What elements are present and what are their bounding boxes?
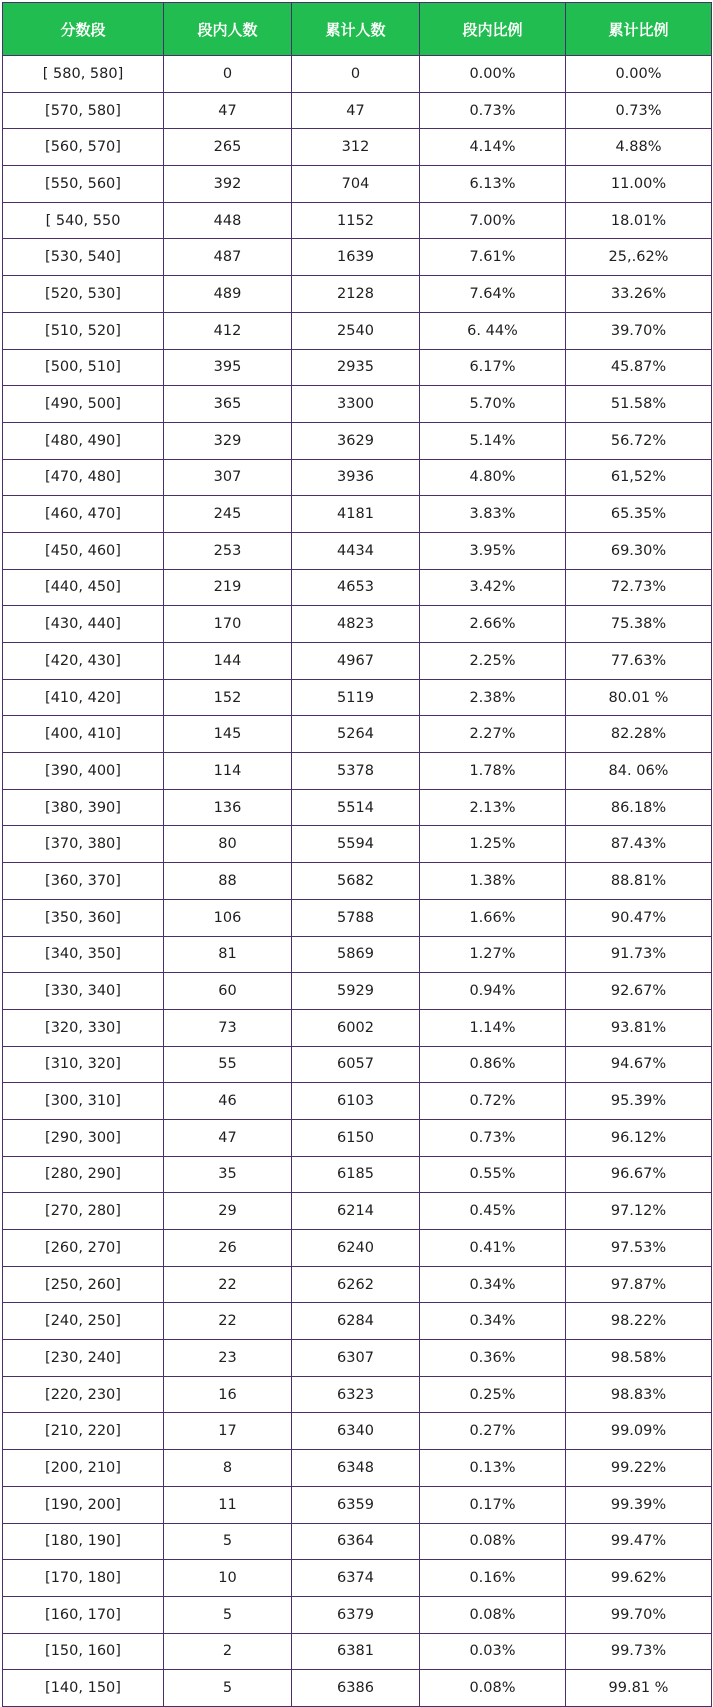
score-distribution-table <box>2 2 712 1707</box>
cumulative-count-cell: 3936 <box>292 459 420 496</box>
segment-count-cell: 365 <box>164 386 292 423</box>
header-cumulative-ratio: 累计比例 <box>566 3 712 56</box>
cumulative-count-cell: 2935 <box>292 349 420 386</box>
cumulative-count-cell: 5788 <box>292 899 420 936</box>
cumulative-count-cell: 4434 <box>292 532 420 569</box>
segment-ratio-cell: 4.14% <box>420 129 566 166</box>
segment-ratio-cell: 6. 44% <box>420 312 566 349</box>
score-range-cell: [570, 580] <box>3 92 164 129</box>
cumulative-ratio-cell: 99.81 % <box>566 1670 712 1707</box>
table-row <box>3 973 712 1010</box>
score-range-cell: [460, 470] <box>3 496 164 533</box>
cumulative-count-cell: 6374 <box>292 1560 420 1597</box>
segment-ratio-cell: 0.94% <box>420 973 566 1010</box>
segment-count-cell: 448 <box>164 202 292 239</box>
cumulative-ratio-cell: 86.18% <box>566 789 712 826</box>
cumulative-count-cell: 5682 <box>292 863 420 900</box>
segment-count-cell: 395 <box>164 349 292 386</box>
segment-count-cell: 265 <box>164 129 292 166</box>
table-row <box>3 1156 712 1193</box>
segment-count-cell: 29 <box>164 1193 292 1230</box>
segment-count-cell: 5 <box>164 1670 292 1707</box>
score-range-cell: [350, 360] <box>3 899 164 936</box>
table-row <box>3 899 712 936</box>
table-row <box>3 1046 712 1083</box>
segment-count-cell: 487 <box>164 239 292 276</box>
cumulative-ratio-cell: 18.01% <box>566 202 712 239</box>
score-range-cell: [ 580, 580] <box>3 56 164 93</box>
segment-ratio-cell: 6.13% <box>420 166 566 203</box>
segment-ratio-cell: 0.34% <box>420 1266 566 1303</box>
table-row <box>3 826 712 863</box>
cumulative-count-cell: 47 <box>292 92 420 129</box>
segment-ratio-cell: 0.17% <box>420 1486 566 1523</box>
score-range-cell: [320, 330] <box>3 1009 164 1046</box>
cumulative-count-cell: 1639 <box>292 239 420 276</box>
segment-ratio-cell: 1.66% <box>420 899 566 936</box>
cumulative-ratio-cell: 99.22% <box>566 1450 712 1487</box>
cumulative-count-cell: 4823 <box>292 606 420 643</box>
score-range-cell: [400, 410] <box>3 716 164 753</box>
cumulative-ratio-cell: 77.63% <box>566 643 712 680</box>
cumulative-count-cell: 5264 <box>292 716 420 753</box>
segment-count-cell: 5 <box>164 1523 292 1560</box>
cumulative-count-cell: 5929 <box>292 973 420 1010</box>
cumulative-ratio-cell: 33.26% <box>566 276 712 313</box>
cumulative-ratio-cell: 88.81% <box>566 863 712 900</box>
cumulative-ratio-cell: 95.39% <box>566 1083 712 1120</box>
cumulative-count-cell: 6348 <box>292 1450 420 1487</box>
score-range-cell: [480, 490] <box>3 422 164 459</box>
segment-ratio-cell: 4.80% <box>420 459 566 496</box>
segment-count-cell: 47 <box>164 92 292 129</box>
score-range-cell: [380, 390] <box>3 789 164 826</box>
score-range-cell: [260, 270] <box>3 1230 164 1267</box>
table-row <box>3 459 712 496</box>
table-row <box>3 1670 712 1707</box>
segment-ratio-cell: 0.27% <box>420 1413 566 1450</box>
table-row <box>3 789 712 826</box>
segment-count-cell: 17 <box>164 1413 292 1450</box>
segment-count-cell: 329 <box>164 422 292 459</box>
cumulative-count-cell: 6379 <box>292 1596 420 1633</box>
segment-ratio-cell: 7.61% <box>420 239 566 276</box>
cumulative-count-cell: 6307 <box>292 1340 420 1377</box>
cumulative-ratio-cell: 69.30% <box>566 532 712 569</box>
score-range-cell: [370, 380] <box>3 826 164 863</box>
segment-count-cell: 170 <box>164 606 292 643</box>
cumulative-count-cell: 6386 <box>292 1670 420 1707</box>
segment-ratio-cell: 1.27% <box>420 936 566 973</box>
table-row <box>3 1450 712 1487</box>
segment-count-cell: 22 <box>164 1266 292 1303</box>
cumulative-count-cell: 4967 <box>292 643 420 680</box>
cumulative-ratio-cell: 99.39% <box>566 1486 712 1523</box>
header-cumulative-count: 累计人数 <box>292 3 420 56</box>
header-segment-count: 段内人数 <box>164 3 292 56</box>
segment-count-cell: 245 <box>164 496 292 533</box>
segment-count-cell: 60 <box>164 973 292 1010</box>
segment-ratio-cell: 7.00% <box>420 202 566 239</box>
segment-ratio-cell: 2.66% <box>420 606 566 643</box>
table-row <box>3 1303 712 1340</box>
segment-count-cell: 136 <box>164 789 292 826</box>
score-range-cell: [230, 240] <box>3 1340 164 1377</box>
score-range-cell: [250, 260] <box>3 1266 164 1303</box>
table-row <box>3 1486 712 1523</box>
segment-count-cell: 0 <box>164 56 292 93</box>
cumulative-count-cell: 5869 <box>292 936 420 973</box>
table-row <box>3 532 712 569</box>
score-range-cell: [450, 460] <box>3 532 164 569</box>
score-range-cell: [300, 310] <box>3 1083 164 1120</box>
table-row <box>3 606 712 643</box>
header-segment-ratio: 段内比例 <box>420 3 566 56</box>
cumulative-ratio-cell: 99.62% <box>566 1560 712 1597</box>
cumulative-count-cell: 6240 <box>292 1230 420 1267</box>
segment-count-cell: 46 <box>164 1083 292 1120</box>
cumulative-count-cell: 6057 <box>292 1046 420 1083</box>
table-row <box>3 202 712 239</box>
score-range-cell: [150, 160] <box>3 1633 164 1670</box>
cumulative-ratio-cell: 87.43% <box>566 826 712 863</box>
cumulative-ratio-cell: 99.70% <box>566 1596 712 1633</box>
cumulative-ratio-cell: 51.58% <box>566 386 712 423</box>
table-row <box>3 1376 712 1413</box>
cumulative-count-cell: 6002 <box>292 1009 420 1046</box>
table-row <box>3 1340 712 1377</box>
score-range-cell: [470, 480] <box>3 459 164 496</box>
score-range-cell: [160, 170] <box>3 1596 164 1633</box>
segment-ratio-cell: 1.25% <box>420 826 566 863</box>
segment-count-cell: 392 <box>164 166 292 203</box>
cumulative-ratio-cell: 99.47% <box>566 1523 712 1560</box>
segment-count-cell: 106 <box>164 899 292 936</box>
table-row <box>3 1596 712 1633</box>
segment-ratio-cell: 7.64% <box>420 276 566 313</box>
table-row <box>3 166 712 203</box>
score-range-cell: [330, 340] <box>3 973 164 1010</box>
segment-count-cell: 73 <box>164 1009 292 1046</box>
score-range-cell: [520, 530] <box>3 276 164 313</box>
score-range-cell: [290, 300] <box>3 1119 164 1156</box>
table-row <box>3 1193 712 1230</box>
cumulative-ratio-cell: 99.09% <box>566 1413 712 1450</box>
segment-ratio-cell: 0.16% <box>420 1560 566 1597</box>
segment-count-cell: 88 <box>164 863 292 900</box>
cumulative-ratio-cell: 98.83% <box>566 1376 712 1413</box>
segment-ratio-cell: 2.13% <box>420 789 566 826</box>
segment-ratio-cell: 0.41% <box>420 1230 566 1267</box>
cumulative-ratio-cell: 25,.62% <box>566 239 712 276</box>
cumulative-count-cell: 6359 <box>292 1486 420 1523</box>
segment-ratio-cell: 0.72% <box>420 1083 566 1120</box>
score-range-cell: [ 540, 550 <box>3 202 164 239</box>
table-row <box>3 312 712 349</box>
score-range-cell: [530, 540] <box>3 239 164 276</box>
table-row <box>3 56 712 93</box>
table-body <box>3 56 712 1707</box>
cumulative-ratio-cell: 75.38% <box>566 606 712 643</box>
score-range-cell: [550, 560] <box>3 166 164 203</box>
cumulative-count-cell: 5378 <box>292 753 420 790</box>
segment-ratio-cell: 0.03% <box>420 1633 566 1670</box>
cumulative-ratio-cell: 45.87% <box>566 349 712 386</box>
table-row <box>3 129 712 166</box>
segment-count-cell: 26 <box>164 1230 292 1267</box>
segment-ratio-cell: 0.25% <box>420 1376 566 1413</box>
cumulative-ratio-cell: 96.67% <box>566 1156 712 1193</box>
score-range-cell: [220, 230] <box>3 1376 164 1413</box>
cumulative-ratio-cell: 98.22% <box>566 1303 712 1340</box>
segment-ratio-cell: 6.17% <box>420 349 566 386</box>
score-range-cell: [240, 250] <box>3 1303 164 1340</box>
score-range-cell: [280, 290] <box>3 1156 164 1193</box>
table-row <box>3 239 712 276</box>
segment-ratio-cell: 5.14% <box>420 422 566 459</box>
score-range-cell: [430, 440] <box>3 606 164 643</box>
table-row <box>3 1230 712 1267</box>
cumulative-ratio-cell: 11.00% <box>566 166 712 203</box>
segment-ratio-cell: 0.73% <box>420 1119 566 1156</box>
cumulative-count-cell: 6364 <box>292 1523 420 1560</box>
score-range-cell: [500, 510] <box>3 349 164 386</box>
segment-count-cell: 16 <box>164 1376 292 1413</box>
segment-ratio-cell: 3.42% <box>420 569 566 606</box>
cumulative-count-cell: 6150 <box>292 1119 420 1156</box>
segment-count-cell: 412 <box>164 312 292 349</box>
cumulative-ratio-cell: 72.73% <box>566 569 712 606</box>
cumulative-count-cell: 6381 <box>292 1633 420 1670</box>
segment-ratio-cell: 0.73% <box>420 92 566 129</box>
segment-ratio-cell: 2.25% <box>420 643 566 680</box>
score-range-cell: [270, 280] <box>3 1193 164 1230</box>
cumulative-count-cell: 6214 <box>292 1193 420 1230</box>
segment-ratio-cell: 0.00% <box>420 56 566 93</box>
table-row <box>3 716 712 753</box>
table-header <box>3 3 712 56</box>
score-range-cell: [180, 190] <box>3 1523 164 1560</box>
cumulative-count-cell: 704 <box>292 166 420 203</box>
table-row <box>3 349 712 386</box>
segment-ratio-cell: 1.38% <box>420 863 566 900</box>
cumulative-ratio-cell: 39.70% <box>566 312 712 349</box>
cumulative-count-cell: 4653 <box>292 569 420 606</box>
segment-ratio-cell: 0.08% <box>420 1523 566 1560</box>
segment-count-cell: 47 <box>164 1119 292 1156</box>
header-score-range: 分数段 <box>3 3 164 56</box>
cumulative-count-cell: 4181 <box>292 496 420 533</box>
cumulative-count-cell: 5514 <box>292 789 420 826</box>
segment-ratio-cell: 2.38% <box>420 679 566 716</box>
cumulative-ratio-cell: 0.73% <box>566 92 712 129</box>
cumulative-ratio-cell: 98.58% <box>566 1340 712 1377</box>
table-row <box>3 753 712 790</box>
segment-count-cell: 35 <box>164 1156 292 1193</box>
cumulative-ratio-cell: 0.00% <box>566 56 712 93</box>
segment-ratio-cell: 0.36% <box>420 1340 566 1377</box>
header-row <box>3 3 712 56</box>
cumulative-count-cell: 5119 <box>292 679 420 716</box>
table-row <box>3 936 712 973</box>
segment-count-cell: 10 <box>164 1560 292 1597</box>
segment-ratio-cell: 0.86% <box>420 1046 566 1083</box>
cumulative-count-cell: 6340 <box>292 1413 420 1450</box>
cumulative-ratio-cell: 80.01 % <box>566 679 712 716</box>
table-row <box>3 92 712 129</box>
cumulative-ratio-cell: 97.53% <box>566 1230 712 1267</box>
table-row <box>3 386 712 423</box>
cumulative-ratio-cell: 4.88% <box>566 129 712 166</box>
cumulative-count-cell: 6103 <box>292 1083 420 1120</box>
table-row <box>3 276 712 313</box>
cumulative-count-cell: 6262 <box>292 1266 420 1303</box>
segment-count-cell: 22 <box>164 1303 292 1340</box>
cumulative-count-cell: 6185 <box>292 1156 420 1193</box>
table-row <box>3 1266 712 1303</box>
score-range-cell: [210, 220] <box>3 1413 164 1450</box>
score-range-cell: [360, 370] <box>3 863 164 900</box>
cumulative-ratio-cell: 93.81% <box>566 1009 712 1046</box>
score-range-cell: [310, 320] <box>3 1046 164 1083</box>
cumulative-ratio-cell: 65.35% <box>566 496 712 533</box>
cumulative-count-cell: 3629 <box>292 422 420 459</box>
cumulative-ratio-cell: 56.72% <box>566 422 712 459</box>
table-row <box>3 1083 712 1120</box>
table-row <box>3 1523 712 1560</box>
cumulative-count-cell: 3300 <box>292 386 420 423</box>
segment-ratio-cell: 3.95% <box>420 532 566 569</box>
cumulative-ratio-cell: 99.73% <box>566 1633 712 1670</box>
cumulative-count-cell: 6284 <box>292 1303 420 1340</box>
cumulative-count-cell: 6323 <box>292 1376 420 1413</box>
cumulative-count-cell: 2128 <box>292 276 420 313</box>
segment-count-cell: 5 <box>164 1596 292 1633</box>
segment-count-cell: 219 <box>164 569 292 606</box>
segment-ratio-cell: 0.13% <box>420 1450 566 1487</box>
cumulative-ratio-cell: 94.67% <box>566 1046 712 1083</box>
segment-ratio-cell: 0.45% <box>420 1193 566 1230</box>
segment-count-cell: 152 <box>164 679 292 716</box>
segment-count-cell: 8 <box>164 1450 292 1487</box>
table-row <box>3 569 712 606</box>
segment-ratio-cell: 1.78% <box>420 753 566 790</box>
cumulative-ratio-cell: 90.47% <box>566 899 712 936</box>
score-range-cell: [190, 200] <box>3 1486 164 1523</box>
cumulative-count-cell: 0 <box>292 56 420 93</box>
segment-count-cell: 253 <box>164 532 292 569</box>
cumulative-ratio-cell: 97.12% <box>566 1193 712 1230</box>
cumulative-ratio-cell: 61,52% <box>566 459 712 496</box>
segment-count-cell: 81 <box>164 936 292 973</box>
table-row <box>3 863 712 900</box>
cumulative-count-cell: 5594 <box>292 826 420 863</box>
cumulative-ratio-cell: 97.87% <box>566 1266 712 1303</box>
segment-count-cell: 11 <box>164 1486 292 1523</box>
table-row <box>3 1119 712 1156</box>
segment-ratio-cell: 0.55% <box>420 1156 566 1193</box>
table-row <box>3 1009 712 1046</box>
cumulative-count-cell: 1152 <box>292 202 420 239</box>
score-range-cell: [410, 420] <box>3 679 164 716</box>
segment-count-cell: 23 <box>164 1340 292 1377</box>
score-range-cell: [340, 350] <box>3 936 164 973</box>
table-row <box>3 496 712 533</box>
segment-count-cell: 307 <box>164 459 292 496</box>
segment-ratio-cell: 0.08% <box>420 1596 566 1633</box>
score-range-cell: [490, 500] <box>3 386 164 423</box>
score-range-cell: [440, 450] <box>3 569 164 606</box>
segment-count-cell: 2 <box>164 1633 292 1670</box>
table-row <box>3 1560 712 1597</box>
score-range-cell: [140, 150] <box>3 1670 164 1707</box>
cumulative-ratio-cell: 96.12% <box>566 1119 712 1156</box>
table-row <box>3 1413 712 1450</box>
score-range-cell: [170, 180] <box>3 1560 164 1597</box>
table-row <box>3 679 712 716</box>
score-range-cell: [510, 520] <box>3 312 164 349</box>
segment-ratio-cell: 1.14% <box>420 1009 566 1046</box>
segment-count-cell: 55 <box>164 1046 292 1083</box>
segment-count-cell: 489 <box>164 276 292 313</box>
cumulative-ratio-cell: 91.73% <box>566 936 712 973</box>
segment-ratio-cell: 0.34% <box>420 1303 566 1340</box>
score-range-cell: [200, 210] <box>3 1450 164 1487</box>
cumulative-ratio-cell: 92.67% <box>566 973 712 1010</box>
segment-count-cell: 114 <box>164 753 292 790</box>
table-row <box>3 643 712 680</box>
segment-ratio-cell: 3.83% <box>420 496 566 533</box>
score-range-cell: [390, 400] <box>3 753 164 790</box>
table-row <box>3 422 712 459</box>
segment-count-cell: 80 <box>164 826 292 863</box>
score-range-cell: [420, 430] <box>3 643 164 680</box>
segment-count-cell: 144 <box>164 643 292 680</box>
table-row <box>3 1633 712 1670</box>
score-range-cell: [560, 570] <box>3 129 164 166</box>
cumulative-ratio-cell: 84. 06% <box>566 753 712 790</box>
cumulative-ratio-cell: 82.28% <box>566 716 712 753</box>
segment-ratio-cell: 0.08% <box>420 1670 566 1707</box>
segment-ratio-cell: 5.70% <box>420 386 566 423</box>
segment-count-cell: 145 <box>164 716 292 753</box>
segment-ratio-cell: 2.27% <box>420 716 566 753</box>
cumulative-count-cell: 2540 <box>292 312 420 349</box>
cumulative-count-cell: 312 <box>292 129 420 166</box>
